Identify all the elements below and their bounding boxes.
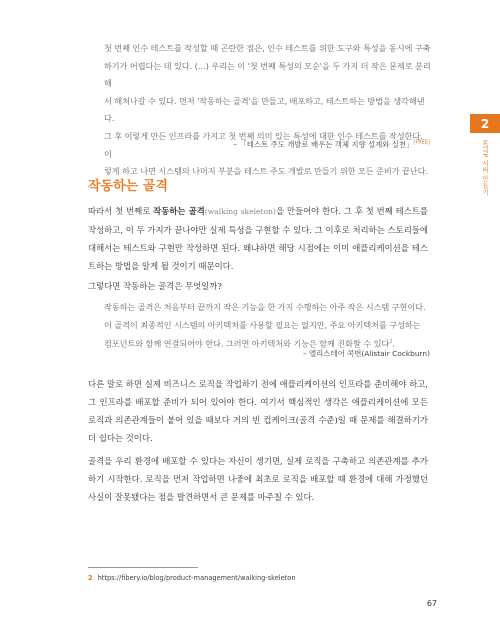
quote-line: 렇게 하고 나면 시스템의 나머지 부분을 테스트 주도 개발로 만들기 위한 모든 준비가 끝난다. (104, 166, 428, 177)
footnote-ref: 2 (389, 339, 393, 346)
quote-line: 그 후 이렇게 만든 인프라를 가지고 첫 번째 의미 있는 특성에 대한 인수 테스트를 작성한다. 이 (104, 130, 423, 159)
source-text: – 「테스트 주도 개발로 배우는 객체 지향 설계와 실천」 (233, 140, 414, 149)
opening-quote-source (233, 139, 430, 150)
source-superscript: [FREE] (413, 139, 430, 146)
question-paragraph (88, 277, 428, 295)
quote-text: 작동하는 골격은 처음부터 끝까지 작은 기능을 한 가지 수행하는 아주 작은 시스템 구현이다. 이 골격이 최종적인 시스템의 아키텍처를 사용할 필요는 없지만, 주요 아키텍처를 구성하는 컴포넌트와 함께 연결되어야 한다. 그러면 아키텍처와 기능은 함께 진화할 수 있다 (104, 302, 426, 349)
page-number: 67 (426, 599, 437, 608)
paragraph-text: 따라서 첫 번째로 (88, 206, 154, 216)
paragraph-text: 을 만들어야 한다. 그 후 첫 번째 테스트를 작성하고, 이 두 가지가 끝나야만 실제 특성을 구현할 수 있다. 그 이후로 처리하는 스토리들에 대해서는 테스트와 구현만 작성하면 된다. 왜냐하면 해당 시점에는 이미 애플리케이션을 테스트하는 방법을 알게 될 것이기 때문이다. (88, 206, 428, 271)
footnote-divider (88, 567, 198, 568)
body-paragraph-1 (88, 202, 428, 275)
footnote-number: 2 (88, 574, 93, 582)
footnote (88, 574, 296, 582)
quote-line: 첫 번째 인수 테스트를 작성할 때 곤란한 점은, 인수 테스트를 위한 도구와 특성을 동시에 구축 (104, 43, 431, 53)
opening-quote (104, 40, 432, 181)
paragraph-text: 다른 말로 하면 실제 비즈니스 로직을 작업하기 전에 애플리케이션의 인프라를 준비해야 하고, 그 인프라를 배포할 준비가 되어 있어야 한다. 여기서 핵심적인 생각은 애플리케이션에 모든 로직과 의존관계들이 붙어 있을 때보다 거의 빈 컵케이크(골격 수준)일 때 문제를 해결하기가 더 쉽다는 것이다. (88, 379, 428, 443)
highlighted-term: 작동하는 골격 (153, 206, 205, 216)
body-paragraph-4 (88, 452, 428, 506)
term-english: (walking skeleton) (204, 207, 276, 216)
quote-line: 하기가 어렵다는 데 있다. (…) 우리는 이 '첫 번째 특성의 모순'을 두 가지 더 작은 문제로 분리해 (104, 60, 431, 89)
cockburn-quote-source: – 앨리스테어 콕번(Alistair Cockburn) (302, 349, 430, 358)
chapter-side-label: HTTP 서버 만들기 (481, 140, 489, 196)
question-text: 그렇다면 작동하는 골격은 무엇일까? (88, 281, 222, 291)
chapter-tab: 2 (470, 114, 500, 133)
cockburn-quote (104, 299, 428, 354)
quote-line: 서 해쳐나갈 수 있다. 먼저 '작동하는 골격'을 만들고, 배포하고, 테스트하는 방법을 생각해낸다. (104, 95, 425, 124)
quote-end: . (392, 338, 395, 349)
section-title: 작동하는 골격 (88, 179, 168, 194)
paragraph-text: 골격을 우리 환경에 배포할 수 있다는 자신이 생기면, 실제 로직을 구축하고 의존관계를 추가하기 시작한다. 로직을 먼저 작업하면 나중에 최초로 로직을 배포할 때 환경에 대해 가정했던 사실이 잘못됐다는 점을 발견하면서 큰 문제를 마주칠 수 있다. (88, 456, 428, 502)
body-paragraph-3 (88, 375, 428, 447)
footnote-link[interactable]: https://fibery.io/blog/product-management/walking-skeleton (97, 574, 296, 582)
